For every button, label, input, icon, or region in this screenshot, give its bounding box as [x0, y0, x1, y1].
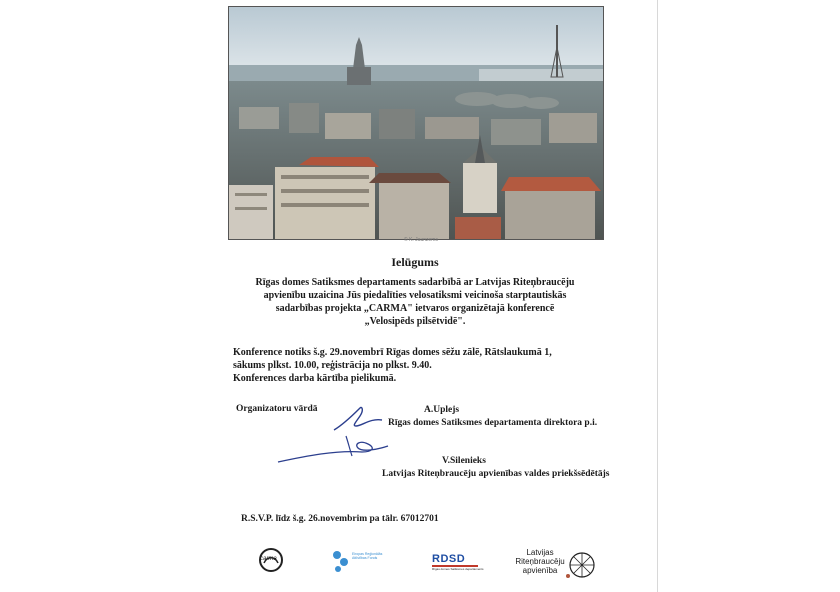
lrb-line: apvienība: [522, 566, 558, 575]
intro-paragraph: [230, 276, 600, 328]
intro-line: „Velosipēds pilsētvidē".: [364, 316, 466, 327]
signatory-role: Latvijas Riteņbraucēju apvienības valdes priekšsēdētājs: [382, 468, 610, 479]
bicycle-wheel-icon: [566, 550, 598, 580]
photo-caption: © K. Jaunzems: [404, 237, 438, 243]
signatory-block-1: [388, 404, 598, 429]
signatory-role: Rīgas domes Satiksmes departamenta direktora p.i.: [388, 417, 598, 428]
lrb-logo: [512, 546, 602, 582]
rdsd-logo: [432, 553, 484, 577]
intro-line: apvienību uzaicina Jūs piedalīties velosatiksmi veicinoša starptautiskās: [263, 290, 567, 301]
rdsd-logo-text: RDSD: [432, 553, 478, 567]
riga-panorama-photo: [228, 6, 604, 240]
signatory-block-2: [382, 455, 610, 480]
intro-line: sadarbības projekta „CARMA" ietvaros organizētajā konferencē: [275, 303, 555, 314]
lrb-logo-text: [512, 548, 568, 575]
carma-logo: [258, 547, 284, 573]
page-edge: [657, 0, 658, 592]
details-line: sākums plkst. 10.00, reģistrācija no plkst. 9.40.: [233, 360, 432, 371]
rsvp-line: R.S.V.P. līdz š.g. 26.novembrim pa tālr. 67012701: [241, 514, 439, 524]
organizers-label: Organizatoru vārdā: [236, 404, 318, 414]
panorama-illustration: [229, 7, 603, 239]
europe-fund-logo: [330, 548, 382, 576]
signatory-name: V.Silenieks: [442, 456, 486, 466]
signatory-name: A.Uplejs: [424, 405, 460, 415]
invitation-title: Ielūgums: [391, 255, 439, 269]
intro-line: Rīgas domes Satiksmes departaments sadarbībā ar Latvijas Riteņbraucēju: [255, 277, 575, 288]
europe-fund-text: Eiropas Reģionālās Attīstības Fonds: [352, 552, 383, 560]
details-line: Konferences darba kārtība pielikumā.: [233, 373, 397, 384]
lrb-line: Latvijas: [526, 548, 554, 557]
carma-logo-text: carma: [260, 556, 277, 562]
signature-silenieks: [276, 430, 396, 468]
rdsd-logo-sub: Rīgas domes Satiksmes departaments: [432, 567, 484, 571]
lrb-line: Riteņbraucēju: [515, 557, 565, 566]
details-line: Konference notiks š.g. 29.novembrī Rīgas domes sēžu zālē, Rātslaukumā 1,: [233, 347, 552, 358]
conference-details: [233, 346, 552, 385]
